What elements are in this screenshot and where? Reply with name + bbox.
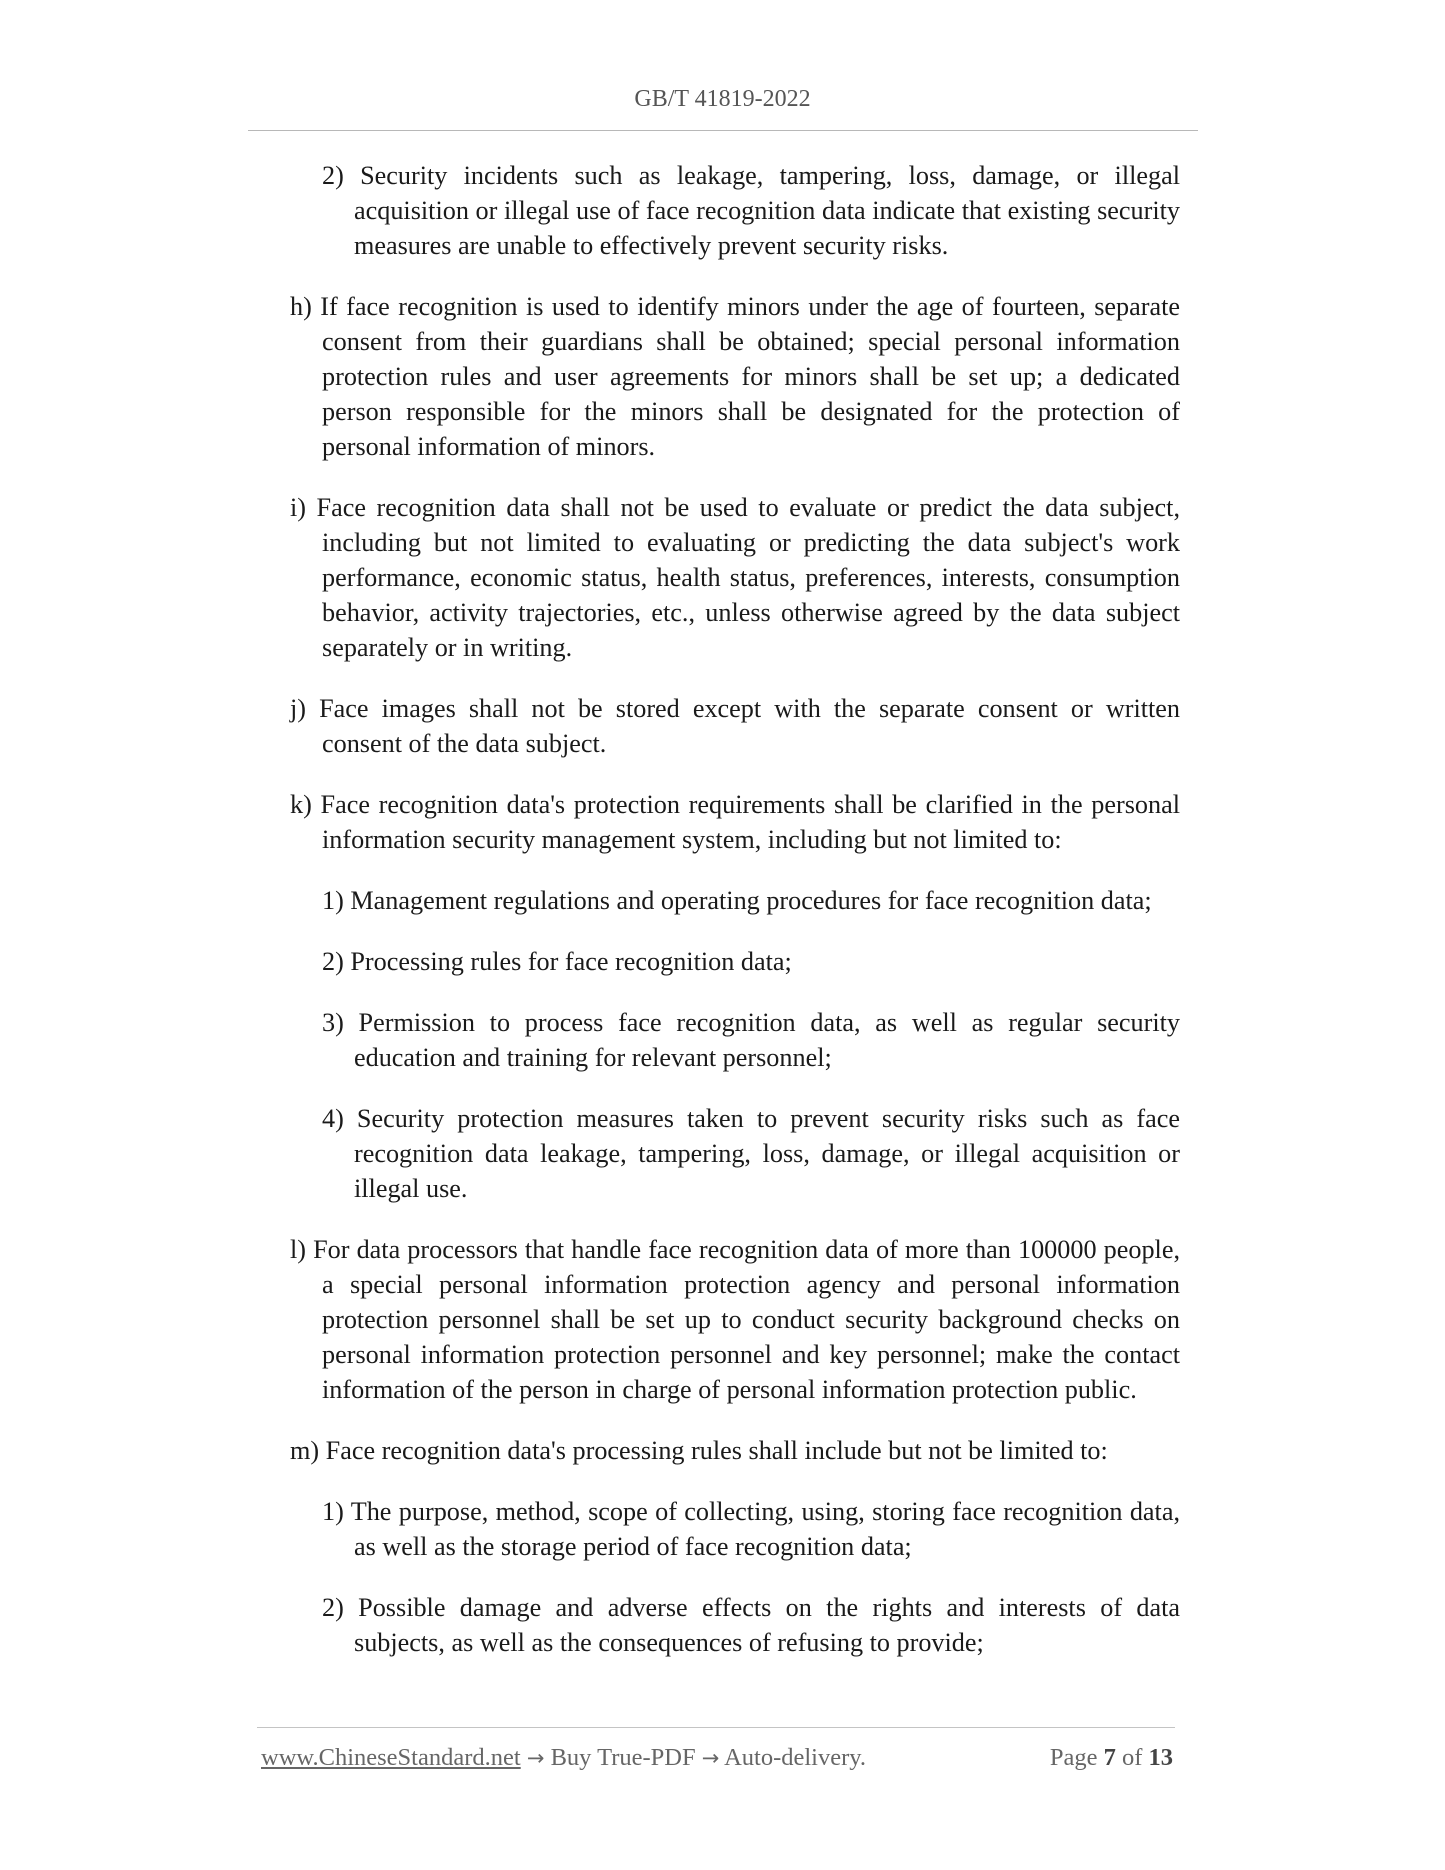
clause-h: h) If face recognition is used to identify minors under the age of fourteen, separate consent from their guardians shall be obtained; special personal information protection rules and user agreements for minors shall be set up; a dedicated person responsible for the minors shall be designated for the protection of personal information of minors. bbox=[290, 292, 1180, 461]
list-item: 4) Security protection measures taken to prevent security risks such as face recognition data leakage, tampering, loss, damage, or illegal acquisition or illegal use. bbox=[322, 1104, 1180, 1203]
page-footer bbox=[261, 1744, 1173, 1778]
header-divider bbox=[248, 130, 1198, 131]
arrow-right-icon: → bbox=[526, 1746, 545, 1770]
document-body bbox=[290, 158, 1180, 1686]
auto-delivery-text: Auto-delivery. bbox=[724, 1744, 867, 1771]
site-link[interactable]: www.ChineseStandard.net bbox=[261, 1744, 521, 1771]
clause-m: m) Face recognition data's processing rules shall include but not be limited to: bbox=[290, 1436, 1108, 1465]
page-label: Page bbox=[1049, 1744, 1098, 1771]
list-item: 1) Management regulations and operating procedures for face recognition data; bbox=[322, 886, 1152, 915]
clause-l: l) For data processors that handle face recognition data of more than 100000 people, a special personal information protection agency and personal information protection personnel shall be set up to conduct security background checks on personal information protection personnel and key personnel; make the contact information of the person in charge of personal information protection public. bbox=[290, 1235, 1180, 1404]
list-item: 2) Processing rules for face recognition data; bbox=[322, 947, 792, 976]
buy-true-pdf-text: Buy True-PDF bbox=[550, 1744, 696, 1771]
list-item: 2) Security incidents such as leakage, tampering, loss, damage, or illegal acquisition or illegal use of face recognition data indicate that existing security measures are unable to effectively prevent security risks. bbox=[322, 161, 1180, 260]
clause-j: j) Face images shall not be stored except with the separate consent or written consent of the data subject. bbox=[290, 694, 1180, 758]
list-item: 1) The purpose, method, scope of collecting, using, storing face recognition data, as well as the storage period of face recognition data; bbox=[322, 1497, 1180, 1561]
page-of-label: of bbox=[1121, 1744, 1143, 1771]
clause-i: i) Face recognition data shall not be used to evaluate or predict the data subject, including but not limited to evaluating or predicting the data subject's work performance, economic status, health status, preferences, interests, consumption behavior, activity trajectories, etc., unless otherwise agreed by the data subject separately or in writing. bbox=[290, 493, 1180, 662]
page-indicator bbox=[1050, 1744, 1173, 1772]
document-id-header: GB/T 41819-2022 bbox=[634, 86, 811, 112]
footer-divider bbox=[257, 1727, 1175, 1728]
clause-k: k) Face recognition data's protection requirements shall be clarified in the personal information security management system, including but not limited to: bbox=[290, 790, 1180, 854]
page-current: 7 bbox=[1103, 1744, 1116, 1771]
list-item: 2) Possible damage and adverse effects on the rights and interests of data subjects, as well as the consequences of refusing to provide; bbox=[322, 1593, 1180, 1657]
arrow-right-icon: → bbox=[701, 1746, 720, 1770]
footer-promo bbox=[261, 1744, 866, 1772]
page-total: 13 bbox=[1148, 1744, 1173, 1771]
list-item: 3) Permission to process face recognition data, as well as regular security education and training for relevant personnel; bbox=[322, 1008, 1180, 1072]
